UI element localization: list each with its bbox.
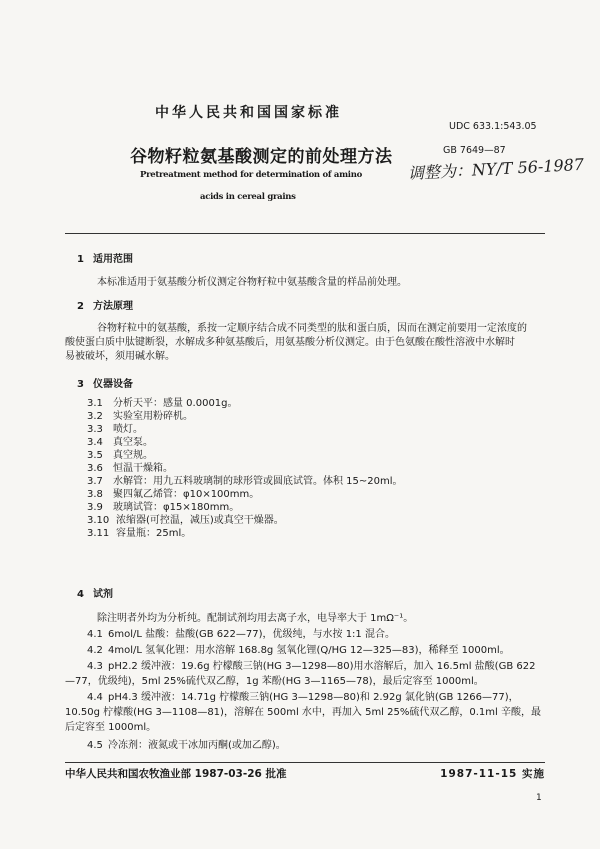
item-number: 4.2 — [87, 645, 103, 656]
item-number: 3.1 — [87, 398, 103, 409]
english-title-line2: acids in cereal grains — [200, 192, 296, 202]
item-text: 真空泵。 — [113, 437, 153, 448]
english-title-line1: Pretreatment method for determination of amino — [140, 170, 362, 180]
section-3-title: 仪器设备 — [93, 379, 133, 390]
section-2-title: 方法原理 — [93, 301, 133, 312]
section-2-body-line: 酸使蛋白质中肽键断裂，水解成多种氨基酸后，用氨基酸分析仪测定。由于色氨酸在酸性溶液中水解时 — [65, 337, 515, 348]
section-1-title: 适用范围 — [93, 254, 133, 265]
item-number: 3.5 — [87, 450, 103, 461]
item-number: 3.11 — [87, 528, 110, 539]
item-number: 3.3 — [87, 424, 103, 435]
page-number: 1 — [536, 793, 542, 803]
header-divider — [65, 233, 545, 234]
effective-date: 1987-11-15 实施 — [440, 768, 545, 780]
item-text: 聚四氟乙烯管：φ10×100mm。 — [113, 489, 260, 500]
item-text: 恒温干燥箱。 — [113, 463, 173, 474]
item-text-line: pH4.3 缓冲液：14.71g 柠檬酸三钠(HG 3—1298—80)和 2.92g 氯化钠(GB 1266—77)， — [108, 692, 519, 703]
item-text-line: 6mol/L 盐酸：盐酸(GB 622—77)，优级纯，与水按 1:1 混合。 — [108, 629, 395, 640]
item-text-line: 4mol/L 氢氧化锂：用水溶解 168.8g 氢氧化锂(Q/HG 12—325—83)，稀释至 1000ml。 — [108, 645, 510, 656]
handwritten-note: 调整为：NY/T 56-1987 — [407, 154, 585, 183]
item-text-line: —77，优级纯)，5ml 25%硫代双乙醇，1g 苯酚(HG 3—1165—78)，最后定容至 1000ml。 — [65, 676, 484, 687]
section-1-body: 本标准适用于氨基酸分析仪测定谷物籽粒中氨基酸含量的样品前处理。 — [97, 277, 407, 288]
item-number: 4.4 — [87, 692, 103, 703]
approval-line: 中华人民共和国农牧渔业部 1987-03-26 批准 — [65, 768, 287, 780]
item-text-line: pH2.2 缓冲液：19.6g 柠檬酸三钠(HG 3—1298—80)用水溶解后，加入 16.5ml 盐酸(GB 622 — [108, 661, 536, 672]
item-number: 4.3 — [87, 661, 103, 672]
item-number: 3.6 — [87, 463, 103, 474]
item-number: 4.5 — [87, 740, 103, 751]
section-4-title: 试剂 — [93, 589, 113, 600]
item-number: 3.10 — [87, 515, 110, 526]
item-number: 3.4 — [87, 437, 103, 448]
item-number: 3.7 — [87, 476, 103, 487]
footer-divider — [65, 762, 545, 763]
item-number: 3.2 — [87, 411, 103, 422]
document-title: 谷物籽粒氨基酸测定的前处理方法 — [130, 147, 393, 167]
item-text: 玻璃试管：φ15×180mm。 — [113, 502, 240, 513]
national-standard-label: 中华人民共和国国家标准 — [155, 105, 342, 121]
item-text: 水解管：用九五料玻璃制的球形管或圆底试管。体积 15~20ml。 — [113, 476, 403, 487]
section-2-body-line: 易被破坏，须用碱水解。 — [65, 351, 175, 362]
item-text: 浓缩器(可控温，减压)或真空干燥器。 — [116, 515, 284, 526]
section-1-number: 1 — [77, 254, 84, 265]
section-3-number: 3 — [77, 379, 84, 390]
section-4-intro: 除注明者外均为分析纯。配制试剂均用去离子水，电导率大于 1mΩ⁻¹。 — [97, 613, 414, 624]
section-4-number: 4 — [77, 589, 84, 600]
section-2-body-line: 谷物籽粒中的氨基酸，系按一定顺序结合成不同类型的肽和蛋白质，因而在测定前要用一定浓度的 — [97, 323, 527, 334]
standard-number: GB 7649—87 — [443, 145, 506, 156]
item-number: 3.8 — [87, 489, 103, 500]
item-text: 喷灯。 — [113, 424, 143, 435]
udc-code: UDC 633.1:543.05 — [449, 121, 537, 132]
section-2-number: 2 — [77, 301, 84, 312]
item-text: 真空规。 — [113, 450, 153, 461]
item-text: 容量瓶：25ml。 — [116, 528, 192, 539]
item-number: 3.9 — [87, 502, 103, 513]
item-text: 分析天平：感量 0.0001g。 — [113, 398, 238, 409]
item-text-line: 后定容至 1000ml。 — [65, 722, 157, 733]
item-text-line: 10.50g 柠檬酸(HG 3—1108—81)，溶解在 500ml 水中，再加入 5ml 25%硫代双乙醇，0.1ml 辛酸，最 — [65, 707, 541, 718]
item-number: 4.1 — [87, 629, 103, 640]
item-text: 实验室用粉碎机。 — [113, 411, 193, 422]
item-text-line: 冷冻剂：液氮或干冰加丙酮(或加乙醇)。 — [108, 740, 286, 751]
